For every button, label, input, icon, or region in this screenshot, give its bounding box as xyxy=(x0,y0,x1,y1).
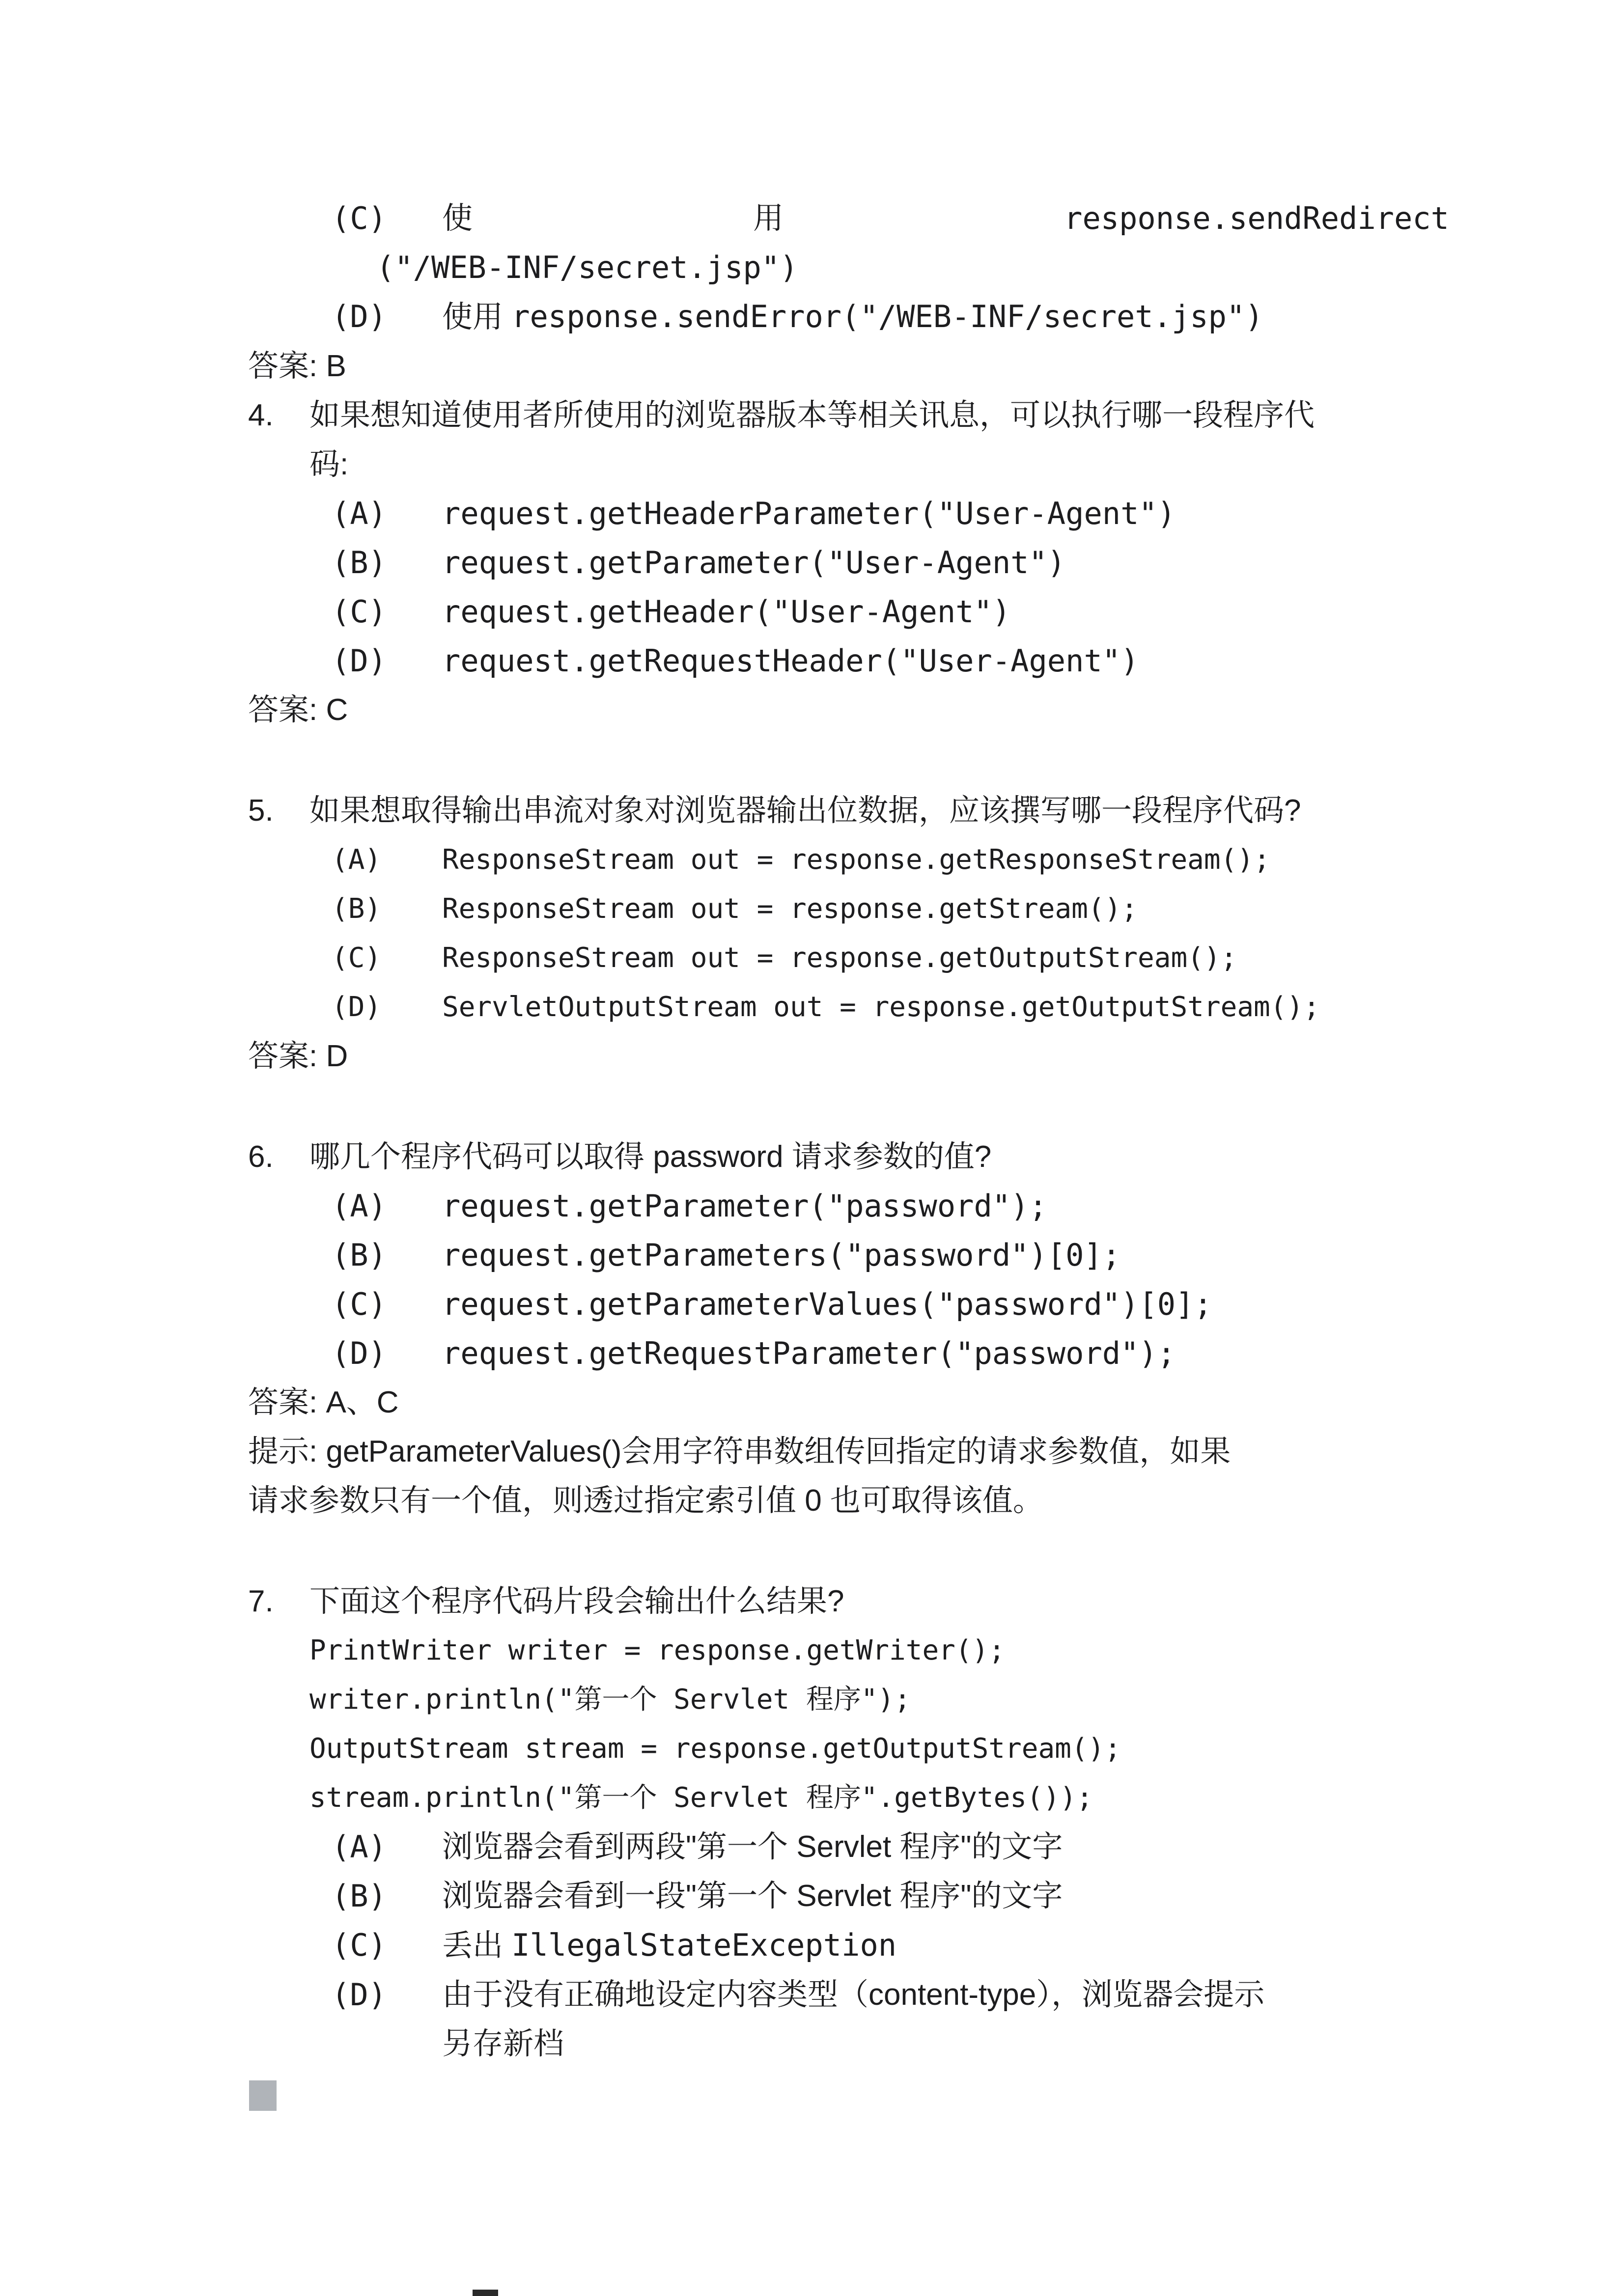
question-number: 5. xyxy=(248,794,274,828)
option-row-d xyxy=(332,983,1449,1032)
option-text: 浏览器会看到两段"第一个 Servlet 程序"的文字 xyxy=(442,1830,1063,1864)
option-row-d xyxy=(332,1970,1449,2069)
code-fragment: response.sendError("/WEB-INF/secret.jsp") xyxy=(511,299,1263,334)
option-row-c xyxy=(332,1921,1449,1970)
question-row xyxy=(248,1577,1449,1626)
code-fragment: response.sendRedirect xyxy=(1064,200,1449,236)
question-6 xyxy=(248,1133,1449,1525)
code-line: OutputStream stream = response.getOutputStream(); xyxy=(309,1733,1121,1765)
question-5 xyxy=(248,786,1449,1081)
option-row-c xyxy=(332,934,1449,983)
question-text xyxy=(309,391,1449,489)
option-letter: (C) xyxy=(332,594,387,630)
option-letter: (A) xyxy=(332,844,382,876)
option-code: request.getHeader("User-Agent") xyxy=(442,594,1011,630)
option-letter: (A) xyxy=(332,1829,387,1865)
option-code: ResponseStream out = response.getStream(); xyxy=(442,893,1138,925)
option-code: request.getRequestHeader("User-Agent") xyxy=(442,643,1139,679)
option-letter: (B) xyxy=(332,1878,387,1914)
option-letter: (D) xyxy=(332,1335,387,1371)
option-letter: (C) xyxy=(332,1927,387,1963)
question-text: 哪几个程序代码可以取得 password 请求参数的值? xyxy=(309,1140,992,1174)
code-line: PrintWriter writer = response.getWriter(); xyxy=(309,1634,1006,1666)
option-code: ResponseStream out = response.getOutputStream(); xyxy=(442,942,1237,974)
answer-line: 答案: D xyxy=(248,1039,348,1073)
page-edge-artifact xyxy=(473,2290,498,2296)
option-text: 浏览器会看到一段"第一个 Servlet 程序"的文字 xyxy=(442,1879,1063,1913)
code-line: stream.println("第一个 Servlet 程序".getBytes()); xyxy=(309,1782,1093,1814)
cn-word: 用 xyxy=(753,201,784,235)
answer-line: 答案: A、C xyxy=(248,1385,399,1419)
option-letter: (C) xyxy=(332,200,387,236)
option-letter: (D) xyxy=(332,299,387,334)
option-letter: (D) xyxy=(332,643,387,679)
option-row-b xyxy=(332,885,1449,934)
hint-line: 请求参数只有一个值，则透过指定索引值 0 也可取得该值。 xyxy=(248,1484,1043,1518)
code-fragment: IllegalStateException xyxy=(511,1927,897,1963)
question-number: 7. xyxy=(248,1584,274,1618)
option-letter: (B) xyxy=(332,893,382,925)
question-7 xyxy=(248,1577,1449,2069)
option-row-a xyxy=(332,489,1449,538)
question-text: 下面这个程序代码片段会输出什么结果? xyxy=(309,1584,844,1618)
cn-word: 使 xyxy=(442,201,473,235)
option-row-c xyxy=(332,1280,1449,1329)
code-block xyxy=(309,1626,1449,1823)
option-code: request.getParameter("password"); xyxy=(442,1188,1047,1224)
section-spacer xyxy=(248,735,1449,786)
option-continuation-line: ("/WEB-INF/secret.jsp") xyxy=(376,249,798,285)
option-code: ResponseStream out = response.getResponseStream(); xyxy=(442,844,1270,876)
option-code: request.getParameterValues("password")[0]; xyxy=(442,1286,1212,1322)
option-row-c xyxy=(332,194,1449,292)
option-letter: (B) xyxy=(332,1237,387,1273)
option-row-b xyxy=(332,1231,1449,1280)
option-letter: (C) xyxy=(332,942,382,974)
cn-fragment: 使用 xyxy=(442,300,512,334)
question-row xyxy=(248,786,1449,835)
question-number: 4. xyxy=(248,398,274,432)
question-4 xyxy=(248,391,1449,735)
option-text xyxy=(442,1921,1449,1970)
option-code: ServletOutputStream out = response.getOutputStream(); xyxy=(442,991,1320,1023)
question-row xyxy=(248,391,1449,489)
cn-fragment: 丢出 xyxy=(442,1929,512,1963)
question-3-continuation xyxy=(248,194,1449,391)
option-row-a xyxy=(332,835,1449,885)
option-row-b xyxy=(332,1872,1449,1921)
option-row-a xyxy=(332,1182,1449,1231)
question-number: 6. xyxy=(248,1140,274,1174)
answer-line: 答案: C xyxy=(248,693,348,727)
option-letter: (D) xyxy=(332,991,382,1023)
option-text-line: 由于没有正确地设定内容类型（content-type），浏览器会提示 xyxy=(442,1978,1265,2012)
option-code: request.getParameters("password")[0]; xyxy=(442,1237,1121,1273)
option-row-b xyxy=(332,538,1449,587)
option-body xyxy=(442,1970,1449,2069)
page-cursor-marker xyxy=(249,2080,277,2111)
option-row-d xyxy=(332,1329,1449,1378)
code-line: writer.println("第一个 Servlet 程序"); xyxy=(309,1684,911,1715)
option-row-a xyxy=(332,1823,1449,1872)
option-row-c xyxy=(332,587,1449,636)
option-code: request.getHeaderParameter("User-Agent") xyxy=(442,496,1176,531)
option-justified-line xyxy=(442,194,1449,243)
option-letter: (D) xyxy=(332,1977,387,2013)
option-row-d xyxy=(332,292,1449,342)
option-letter: (C) xyxy=(332,1286,387,1322)
option-row-d xyxy=(332,636,1449,686)
question-row xyxy=(248,1133,1449,1182)
hint-line: 提示: getParameterValues()会用字符串数组传回指定的请求参数值，如果 xyxy=(248,1435,1231,1468)
option-text-line: 另存新档 xyxy=(442,2027,564,2061)
option-body xyxy=(442,292,1449,342)
question-text-line: 码: xyxy=(309,447,349,481)
question-text-line: 如果想知道使用者所使用的浏览器版本等相关讯息，可以执行哪一段程序代 xyxy=(309,398,1315,432)
question-text: 如果想取得输出串流对象对浏览器输出位数据，应该撰写哪一段程序代码? xyxy=(309,794,1301,828)
section-spacer xyxy=(248,1081,1449,1133)
option-code: request.getRequestParameter("password"); xyxy=(442,1335,1176,1371)
answer-line: 答案: B xyxy=(248,349,346,383)
option-body xyxy=(376,194,1449,292)
option-code: request.getParameter("User-Agent") xyxy=(442,545,1066,581)
option-letter: (B) xyxy=(332,545,387,581)
option-letter: (A) xyxy=(332,1188,387,1224)
section-spacer xyxy=(248,1525,1449,1577)
option-letter: (A) xyxy=(332,496,387,531)
